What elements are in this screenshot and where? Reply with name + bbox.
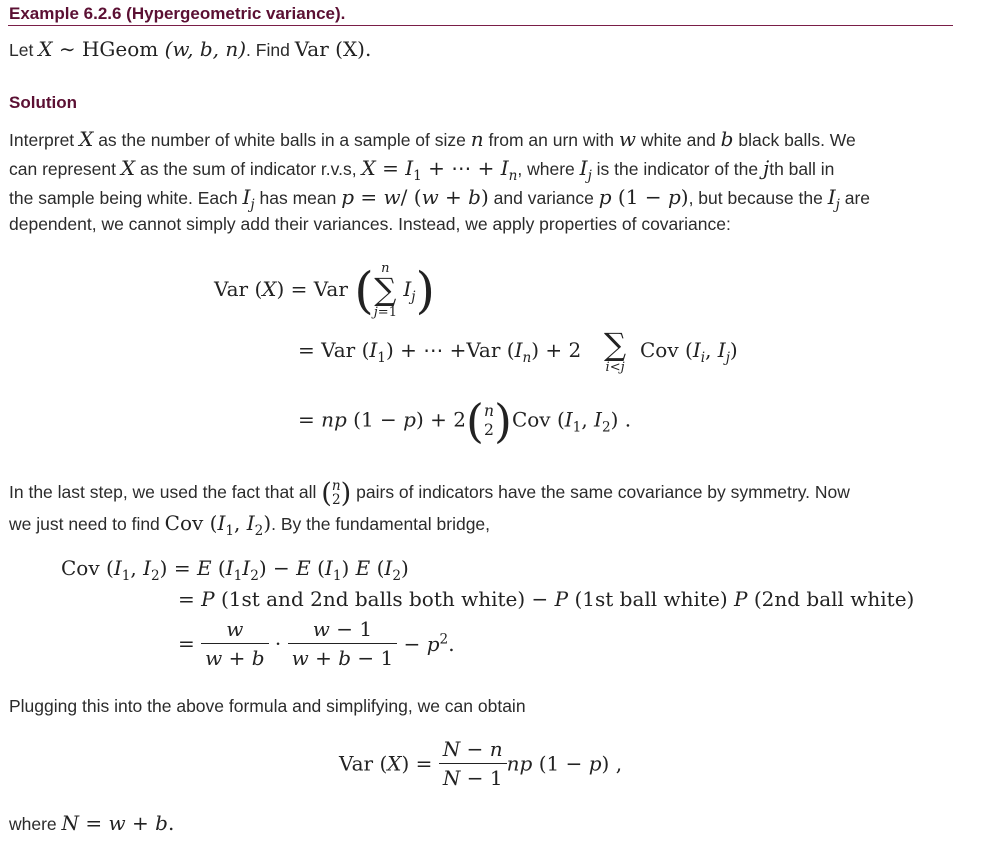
example-title: Example 6.2.6 (Hypergeometric variance). — [9, 4, 346, 23]
para4: where N = w + b. — [9, 811, 175, 835]
title-divider — [8, 25, 953, 26]
para2-line1: In the last step, we used the fact that all (n 2) pairs of indicators have the same covariance by symmetry. Now — [9, 478, 850, 509]
para1-line4: dependent, we cannot simply add their variances. Instead, we apply properties of covariance: — [9, 214, 731, 234]
para2-line2: we just need to find Cov ($I_1$, $I_2$). By the fundamental bridge, — [9, 511, 491, 539]
equation-cov-line2: = P (1st and 2nd balls both white) − P (1st ball white) P (2nd ball white) — [178, 587, 915, 611]
equation-var-sum-line1: Var (X) = Var ( n ∑ j=1 $I_j$) — [214, 261, 435, 320]
para1-line3: the sample being white. Each $I_j$ has mean p = w/ (w + b) and variance p (1 − p), but because the $I_j$ are — [9, 185, 871, 213]
equation-var-sum-line2: = Var $(I_1)$ + ⋯ +Var $(I_n) + 2$ — [298, 338, 582, 366]
para1-line2: can represent X as the sum of indicator r.v.s, $X = I_1$ + ⋯ + $I_n$, where $I_j$ is the indicator of the jth ball in — [9, 156, 835, 184]
equation-final: Var (X) = $\frac{N - n}{N - 1}$ np (1 − p) , — [339, 737, 623, 790]
equation-var-sum-line3: = np (1 − p) + 2(n 2)Cov ($I_1$, $I_2$) . — [298, 394, 632, 448]
equation-cov-term: Cov ($I_i$, $I_j$) — [640, 338, 738, 366]
equation-cov-sum: ∑ i<j — [604, 327, 627, 375]
para3: Plugging this into the above formula and simplifying, we can obtain — [9, 696, 526, 716]
para1-line1: Interpret X as the number of white balls in a sample of size n from an urn with w white and b black balls. We — [9, 127, 856, 151]
problem-statement: Let X ∼ HGeom (w, b, n). Find Var (X). — [9, 37, 372, 61]
solution-heading: Solution — [9, 93, 77, 112]
equation-cov-line3: = $\frac{w}{w + b}$ · $\frac{w - 1}{w + b - 1}$ − $p^2$. — [178, 617, 455, 670]
equation-cov-line1: Cov ($I_1$, $I_2) = E$ $(I_1I_2) - E$ $(I_1)$ E $(I_2)$ — [61, 556, 409, 584]
